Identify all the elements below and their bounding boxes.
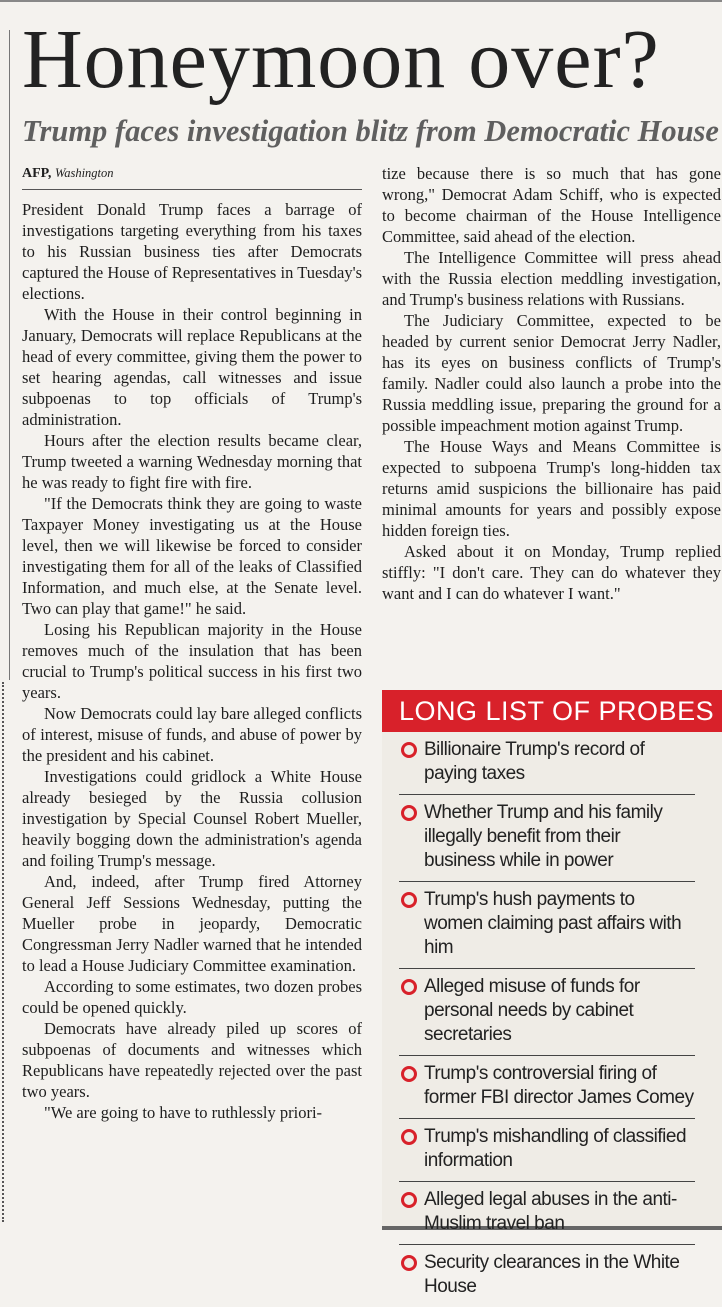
- probe-list: [382, 732, 722, 1307]
- paragraph: With the House in their control beginning in January, Democrats will replace Republicans at the head of every committee, giving them the power to set hearing agendas, call witnesses and issue subpoenas to top officials of Trump's administration.: [22, 305, 362, 429]
- top-rule: [0, 0, 722, 2]
- article-column-2: [382, 163, 721, 604]
- paragraph: Asked about it on Monday, Trump replied stiffly: "I don't care. They can do whatever they want and I can do whatever I want.": [382, 542, 721, 603]
- circle-bullet-icon: [401, 805, 417, 821]
- paragraph: "If the Democrats think they are going to waste Taxpayer Money investigating us at the House level, then we will likewise be forced to consider investigating them for all of the leaks of Classified Information, and much else, at the Senate level. Two can play that game!" he said.: [22, 494, 362, 618]
- probe-item: [399, 732, 695, 795]
- paragraph: tize because there is so much that has gone wrong," Democrat Adam Schiff, who is expected to become chairman of the House Intelligence Committee, said ahead of the election.: [382, 164, 721, 246]
- probe-text: Trump's mishandling of classified information: [424, 1126, 687, 1171]
- circle-bullet-icon: [401, 1255, 417, 1271]
- probe-item: [399, 1182, 695, 1245]
- paragraph: "We are going to have to ruthlessly priori-: [44, 1103, 323, 1122]
- probe-item: [399, 1245, 695, 1307]
- probe-item: [399, 1119, 695, 1182]
- article-column-1: [22, 199, 362, 1123]
- circle-bullet-icon: [401, 742, 417, 758]
- paragraph: President Donald Trump faces a barrage of investigations targeting everything from his taxes to his Russian business ties after Democrats captured the House of Representatives in Tuesday's elections.: [22, 200, 362, 303]
- circle-bullet-icon: [401, 1192, 417, 1208]
- probe-item: [399, 882, 695, 969]
- paragraph: The Judiciary Committee, expected to be headed by current senior Democrat Jerry Nadler, has its eyes on business conflicts of Trump's family. Nadler could also launch a probe into the Russia meddling issue, preparing the ground for a possible impeachment motion against Trump.: [382, 311, 721, 435]
- headline: Honeymoon over?: [22, 13, 660, 106]
- probe-item: [399, 969, 695, 1056]
- circle-bullet-icon: [401, 979, 417, 995]
- circle-bullet-icon: [401, 1129, 417, 1145]
- byline-agency: AFP,: [22, 166, 52, 181]
- subheadline: Trump faces investigation blitz from Democratic House: [22, 114, 719, 148]
- paragraph: According to some estimates, two dozen probes could be opened quickly.: [22, 977, 362, 1017]
- paragraph: The Intelligence Committee will press ahead with the Russia election meddling investigation, and Trump's business relations with Russians.: [382, 248, 721, 309]
- paragraph: Now Democrats could lay bare alleged conflicts of interest, misuse of funds, and abuse of power by the president and his cabinet.: [22, 704, 362, 765]
- sidebar-title: LONG LIST OF PROBES: [382, 690, 722, 732]
- probe-text: Alleged misuse of funds for personal needs by cabinet secretaries: [424, 976, 640, 1045]
- probe-text: Billionaire Trump's record of paying taxes: [424, 739, 645, 784]
- byline-place: Washington: [54, 166, 114, 180]
- probe-item: [399, 1056, 695, 1119]
- paragraph: Hours after the election results became clear, Trump tweeted a warning Wednesday morning that he was ready to fight fire with fire.: [22, 431, 362, 492]
- circle-bullet-icon: [401, 1066, 417, 1082]
- paragraph: The House Ways and Means Committee is expected to subpoena Trump's long-hidden tax returns amid suspicions the billionaire has paid minimal amounts for years and possibly expose hidden foreign ties.: [382, 437, 721, 540]
- circle-bullet-icon: [401, 892, 417, 908]
- byline: [22, 163, 362, 190]
- probe-text: Trump's controversial firing of former FBI director James Comey: [424, 1063, 694, 1108]
- column-divider: [9, 30, 10, 680]
- probe-text: Trump's hush payments to women claiming past affairs with him: [424, 889, 682, 958]
- probe-text: Security clearances in the White House: [424, 1252, 680, 1297]
- paragraph: And, indeed, after Trump fired Attorney General Jeff Sessions Wednesday, putting the Mueller probe in jeopardy, Democratic Congressman Jerry Nadler warned that he intended to lead a House Judiciary Committee examination.: [22, 872, 362, 975]
- dotted-margin: [2, 682, 10, 1222]
- paragraph: Democrats have already piled up scores of subpoenas of documents and witnesses which Republicans have repeatedly rejected over the past two years.: [22, 1019, 362, 1101]
- paragraph: Investigations could gridlock a White House already besieged by the Russia collusion investigation by Special Counsel Robert Mueller, heavily bogging down the administration's agenda and foiling Trump's message.: [22, 767, 362, 870]
- probes-sidebar: [382, 690, 722, 1297]
- probe-item: [399, 795, 695, 882]
- probe-text: Alleged legal abuses in the anti-Muslim travel ban: [424, 1189, 677, 1234]
- probe-text: Whether Trump and his family illegally benefit from their business while in power: [424, 802, 663, 871]
- paragraph: Losing his Republican majority in the House removes much of the insulation that has been crucial to Trump's political success in his first two years.: [22, 620, 362, 702]
